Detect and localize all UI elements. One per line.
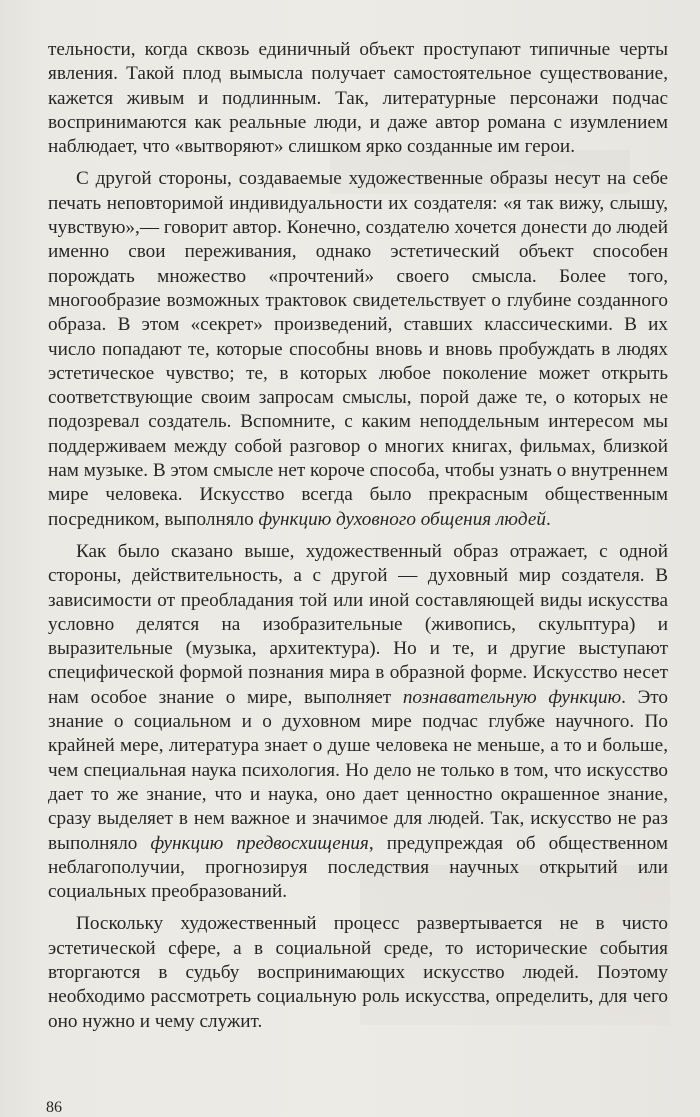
text-run: . (545, 508, 551, 530)
italic-term: функцию духовного общения людей (258, 508, 546, 530)
page-number: 86 (46, 1099, 62, 1116)
text-run: Поскольку художественный процесс развертывается не в чисто эстетической сфере, а в социальной среде, то исторические события вторгаются в судьбу воспринимающих искусство людей. Поэтому необходимо рассмотреть социальную роль искусства, определить, для чего оно нужно и чему служит. (48, 913, 668, 1032)
paragraph (48, 167, 668, 531)
text-run: тельности, когда сквозь единичный объект проступают типичные черты явления. Такой плод вымысла получает самостоятельное существование, кажется живым и подлинным. Так, литературные персонажи подчас воспринимаются как реальные люди, и даже автор романа с изумлением наблюдает, что «вытворяют» слишком ярко созданные им герои. (48, 39, 668, 158)
italic-term: функцию предвосхищения (150, 832, 369, 854)
paragraph (48, 912, 668, 1033)
text-run: , предупреждая об общественном неблагополучии, прогнозируя последствия научных открытий или социальных преобразований. (48, 832, 668, 903)
text-run: . Это знание о социальном и о духовном мире подчас глубже научного. По крайней мере, литература знает о душе человека не меньше, а то и больше, чем специальная наука психология. Но дело не только в том, что искусство дает то же знание, что и наука, оно дает ценностно окрашенное знание, сразу выделяет в нем важное и значимое для людей. Так, искусство не раз выполняло (48, 686, 668, 854)
body-text (48, 38, 668, 1042)
paragraph (48, 38, 668, 159)
italic-term: познавательную функцию (402, 686, 622, 708)
paragraph (48, 540, 668, 904)
text-run: Как было сказано выше, художественный образ отражает, с одной стороны, действительность, а с другой — духовный мир создателя. В зависимости от преобладания той или иной составляющей виды искусства условно делятся на изобразительные (живопись, скульптура) и выразительные (музыка, архитектура). Но и те, и другие выступают специфической формой познания мира в образной форме. Искусство несет нам особое знание о мире, выполняет (48, 540, 668, 708)
text-run: С другой стороны, создаваемые художественные образы несут на себе печать неповторимой индивидуальности их создателя: «я так вижу, слышу, чувствую»,— говорит автор. Конечно, создателю хочется донести до людей именно свои переживания, однако эстетический объект способен порождать множество «прочтений» своего смысла. Более того, многообразие возможных трактовок свидетельствует о глубине созданного образа. В этом «секрет» произведений, ставших классическими. В их число попадают те, которые способны вновь и вновь пробуждать в людях эстетическое чувство; те, в которых любое поколение может открыть соответствующие своим запросам смыслы, порой даже те, о которых не подозревал создатель. Вспомните, с каким неподдельным интересом мы поддерживаем между собой разговор о многих книгах, фильмах, близкой нам музыке. В этом смысле нет короче способа, чтобы узнать о внутреннем мире человека. Искусство всегда было прекрасным общественным посредником, выполняло (48, 168, 668, 530)
